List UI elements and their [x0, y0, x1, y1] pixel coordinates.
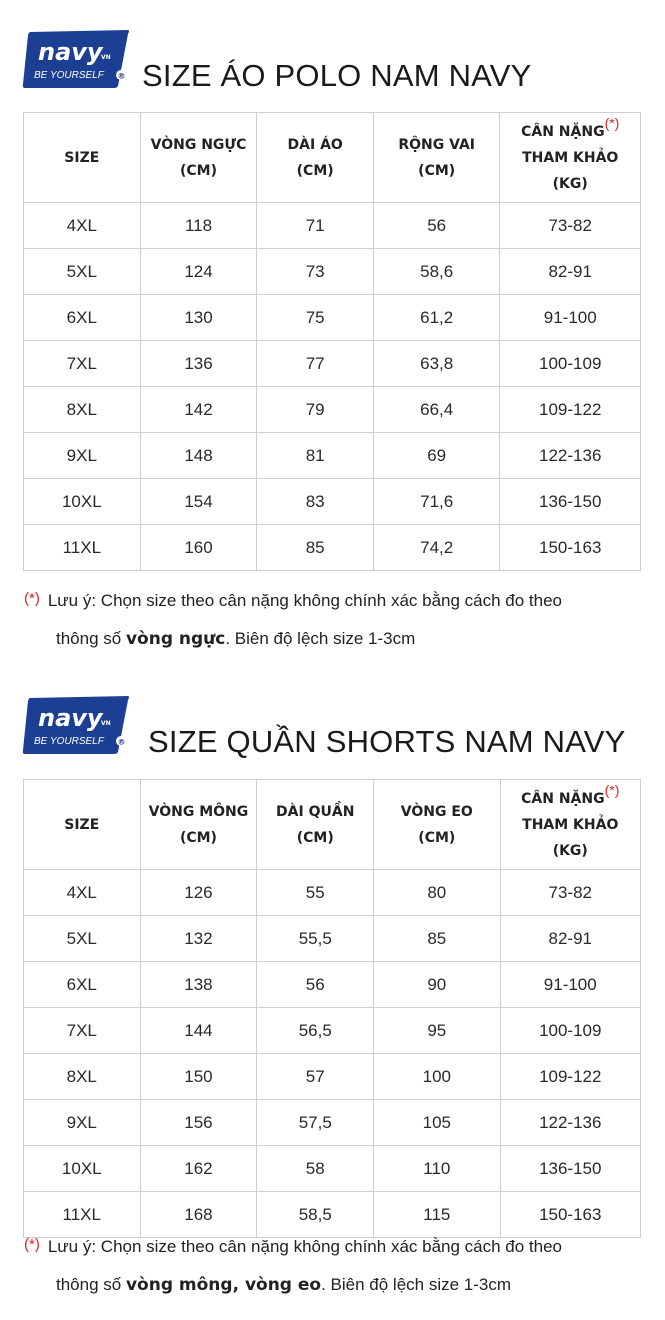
table-cell: 100	[374, 1054, 500, 1100]
table-cell: 11XL	[24, 1192, 141, 1238]
table-cell: 58	[257, 1146, 374, 1192]
col-header-shoulder: RỘNG VAI (CM)	[373, 113, 500, 203]
table-cell: 122-136	[500, 1100, 640, 1146]
shorts-note: (*) Lưu ý: Chọn size theo cân nặng không chính xác bằng cách đo theo thông số vòng mông, vòng eo. Biên độ lệch size 1-3cm	[24, 1236, 563, 1295]
table-cell: 7XL	[24, 341, 141, 387]
table-cell: 148	[140, 433, 257, 479]
polo-rows	[24, 203, 641, 571]
table-cell: 57,5	[257, 1100, 374, 1146]
table-cell: 91-100	[500, 962, 640, 1008]
table-cell: 9XL	[24, 433, 141, 479]
navy-logo	[22, 28, 130, 90]
table-cell: 136-150	[500, 1146, 640, 1192]
col-header-size: SIZE	[24, 780, 141, 870]
table-header-row	[24, 780, 641, 870]
table-row	[24, 1008, 641, 1054]
table-cell: 81	[257, 433, 374, 479]
table-cell: 82-91	[500, 916, 640, 962]
svg-text:BE YOURSELF: BE YOURSELF	[34, 736, 104, 747]
table-cell: 122-136	[500, 433, 641, 479]
table-header-row	[24, 113, 641, 203]
table-cell: 58,5	[257, 1192, 374, 1238]
asterisk-mark: (*)	[604, 782, 620, 798]
table-cell: 56	[373, 203, 500, 249]
table-cell: 71	[257, 203, 374, 249]
table-cell: 90	[374, 962, 500, 1008]
table-cell: 150-163	[500, 1192, 640, 1238]
table-cell: 132	[140, 916, 257, 962]
table-cell: 8XL	[24, 387, 141, 433]
table-cell: 156	[140, 1100, 257, 1146]
table-cell: 109-122	[500, 387, 641, 433]
table-cell: 110	[374, 1146, 500, 1192]
col-header-hip: VÒNG MÔNG (CM)	[140, 780, 257, 870]
table-cell: 130	[140, 295, 257, 341]
navy-logo	[22, 694, 130, 756]
svg-text:VN: VN	[101, 54, 111, 61]
table-cell: 73-82	[500, 203, 641, 249]
table-cell: 5XL	[24, 916, 141, 962]
table-row	[24, 1146, 641, 1192]
table-cell: 124	[140, 249, 257, 295]
table-cell: 154	[140, 479, 257, 525]
svg-text:navy: navy	[38, 38, 103, 66]
table-cell: 10XL	[24, 1146, 141, 1192]
table-cell: 7XL	[24, 1008, 141, 1054]
svg-text:VN: VN	[101, 720, 111, 727]
col-header-length: DÀI QUẦN (CM)	[257, 780, 374, 870]
table-cell: 109-122	[500, 1054, 640, 1100]
table-cell: 61,2	[373, 295, 500, 341]
table-cell: 73-82	[500, 870, 640, 916]
table-cell: 11XL	[24, 525, 141, 571]
table-row	[24, 870, 641, 916]
table-row	[24, 1100, 641, 1146]
svg-text:®: ®	[117, 737, 126, 747]
table-cell: 100-109	[500, 341, 641, 387]
table-cell: 85	[257, 525, 374, 571]
table-cell: 55,5	[257, 916, 374, 962]
table-cell: 160	[140, 525, 257, 571]
table-cell: 58,6	[373, 249, 500, 295]
svg-text:BE YOURSELF: BE YOURSELF	[34, 70, 104, 81]
table-cell: 55	[257, 870, 374, 916]
table-cell: 56	[257, 962, 374, 1008]
table-cell: 85	[374, 916, 500, 962]
svg-text:navy: navy	[38, 704, 103, 732]
table-row	[24, 203, 641, 249]
table-row	[24, 433, 641, 479]
table-cell: 77	[257, 341, 374, 387]
table-cell: 100-109	[500, 1008, 640, 1054]
col-header-chest: VÒNG NGỰC (CM)	[140, 113, 257, 203]
table-cell: 6XL	[24, 295, 141, 341]
note-emphasis: vòng ngực	[125, 629, 226, 649]
table-cell: 105	[374, 1100, 500, 1146]
table-row	[24, 525, 641, 571]
table-cell: 144	[140, 1008, 257, 1054]
table-cell: 115	[374, 1192, 500, 1238]
col-header-weight: CÂN NẶNG(*) THAM KHẢO (KG)	[500, 780, 640, 870]
table-cell: 118	[140, 203, 257, 249]
table-row	[24, 387, 641, 433]
table-cell: 71,6	[373, 479, 500, 525]
table-cell: 10XL	[24, 479, 141, 525]
table-cell: 63,8	[373, 341, 500, 387]
shorts-size-section	[0, 690, 665, 1295]
table-cell: 6XL	[24, 962, 141, 1008]
table-cell: 75	[257, 295, 374, 341]
table-cell: 83	[257, 479, 374, 525]
polo-note: (*) Lưu ý: Chọn size theo cân nặng không chính xác bằng cách đo theo thông số vòng ngực. Biên độ lệch size 1-3cm	[24, 590, 563, 649]
table-cell: 91-100	[500, 295, 641, 341]
table-cell: 8XL	[24, 1054, 141, 1100]
table-cell: 74,2	[373, 525, 500, 571]
page-title: SIZE ÁO POLO NAM NAVY	[142, 58, 532, 93]
polo-size-table	[23, 112, 641, 571]
shorts-size-table	[23, 779, 641, 1238]
table-cell: 136	[140, 341, 257, 387]
table-row	[24, 1054, 641, 1100]
table-cell: 5XL	[24, 249, 141, 295]
table-cell: 126	[140, 870, 257, 916]
table-cell: 136-150	[500, 479, 641, 525]
table-cell: 73	[257, 249, 374, 295]
asterisk-mark: (*)	[24, 1236, 40, 1253]
table-cell: 4XL	[24, 870, 141, 916]
table-row	[24, 962, 641, 1008]
table-row	[24, 341, 641, 387]
table-row	[24, 479, 641, 525]
table-cell: 162	[140, 1146, 257, 1192]
table-cell: 69	[373, 433, 500, 479]
table-cell: 82-91	[500, 249, 641, 295]
shorts-header	[0, 690, 665, 778]
polo-size-section	[0, 24, 665, 649]
table-cell: 4XL	[24, 203, 141, 249]
svg-text:®: ®	[117, 71, 126, 81]
col-header-length: DÀI ÁO (CM)	[257, 113, 374, 203]
table-cell: 80	[374, 870, 500, 916]
table-cell: 150-163	[500, 525, 641, 571]
table-row	[24, 916, 641, 962]
table-cell: 138	[140, 962, 257, 1008]
table-row	[24, 249, 641, 295]
col-header-weight: CÂN NẶNG(*) THAM KHẢO (KG)	[500, 113, 641, 203]
page-title: SIZE QUẦN SHORTS NAM NAVY	[148, 724, 626, 759]
table-cell: 95	[374, 1008, 500, 1054]
table-row	[24, 295, 641, 341]
table-cell: 56,5	[257, 1008, 374, 1054]
col-header-waist: VÒNG EO (CM)	[374, 780, 500, 870]
asterisk-mark: (*)	[24, 590, 40, 607]
polo-header	[0, 24, 665, 112]
shorts-rows	[24, 870, 641, 1238]
table-cell: 79	[257, 387, 374, 433]
table-cell: 66,4	[373, 387, 500, 433]
table-cell: 150	[140, 1054, 257, 1100]
asterisk-mark: (*)	[604, 115, 620, 131]
table-cell: 9XL	[24, 1100, 141, 1146]
table-cell: 57	[257, 1054, 374, 1100]
col-header-size: SIZE	[24, 113, 141, 203]
table-cell: 142	[140, 387, 257, 433]
table-cell: 168	[140, 1192, 257, 1238]
note-emphasis: vòng mông, vòng eo	[125, 1275, 322, 1295]
